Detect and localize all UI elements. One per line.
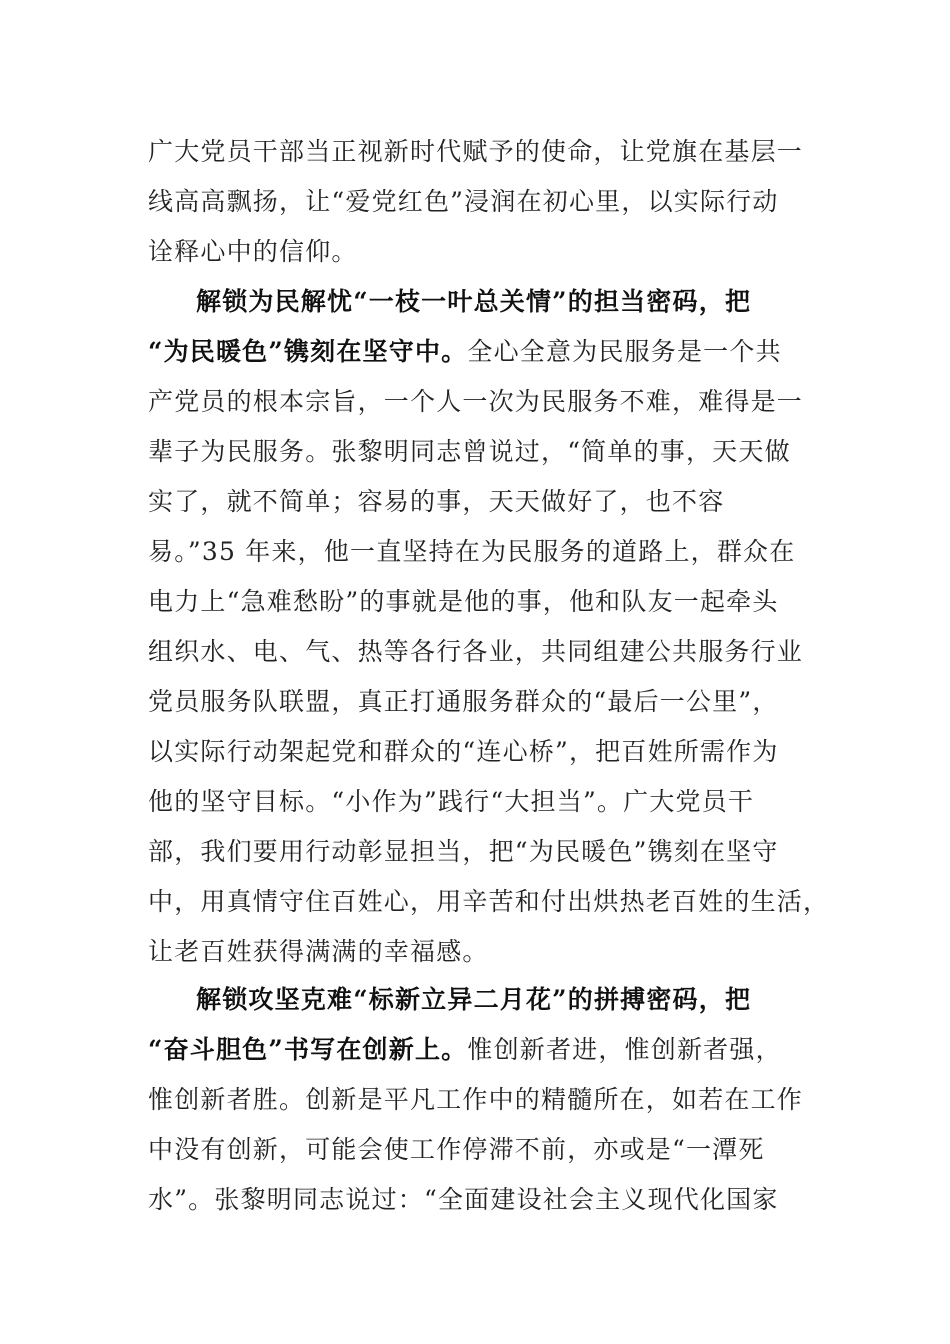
paragraph-3-line-2 (148, 1035, 782, 1065)
paragraph-3-heading-line-1: 解锁攻坚克难“标新立异二月花”的拼搏密码，把 (196, 985, 752, 1014)
paragraph-2-line-12: 部，我们要用行动彰显担当，把“为民暖色”镌刻在坚守 (148, 837, 779, 866)
paragraph-2-heading-line-1: 解锁为民解忧“一枝一叶总关情”的担当密码，把 (196, 287, 752, 316)
paragraph-1-line-3: 诠释心中的信仰。 (148, 237, 358, 266)
paragraph-3-line-5: 水”。张黎明同志说过：“全面建设社会主义现代化国家 (148, 1185, 779, 1214)
paragraph-2-line-9: 党员服务队联盟，真正打通服务群众的“最后一公里”， (148, 687, 779, 716)
paragraph-2-line-2-rest: 全心全意为民服务是一个共 (467, 337, 782, 366)
paragraph-3-line-2-rest: 惟创新者进，惟创新者强， (467, 1035, 782, 1064)
paragraph-2-heading-line-2: “为民暖色”镌刻在坚守中。 (148, 337, 468, 366)
paragraph-2-line-13: 中，用真情守住百姓心，用辛苦和付出烘热老百姓的生活， (148, 887, 830, 916)
paragraph-2-line-8: 组织水、电、气、热等各行各业，共同组建公共服务行业 (148, 637, 804, 666)
paragraph-2-line-6: 易。”35 年来，他一直坚持在为民服务的道路上，群众在 (148, 537, 796, 566)
paragraph-1-line-2: 线高高飘扬，让“爱党红色”浸润在初心里，以实际行动 (148, 187, 779, 216)
paragraph-3-line-3: 惟创新者胜。创新是平凡工作中的精髓所在，如若在工作 (148, 1085, 804, 1114)
paragraph-1-line-1: 广大党员干部当正视新时代赋予的使命，让党旗在基层一 (148, 137, 804, 166)
paragraph-2-line-11: 他的坚守目标。“小作为”践行“大担当”。广大党员干 (148, 787, 755, 816)
paragraph-3-heading-line-2: “奋斗胆色”书写在创新上。 (148, 1035, 468, 1064)
paragraph-2-line-2 (148, 337, 782, 367)
paragraph-3-line-4: 中没有创新，可能会使工作停滞不前，亦或是“一潭死 (148, 1135, 765, 1164)
paragraph-2-line-5: 实了，就不简单；容易的事，天天做好了，也不容 (148, 487, 725, 516)
paragraph-2-line-10: 以实际行动架起党和群众的“连心桥”，把百姓所需作为 (148, 737, 779, 766)
paragraph-2-line-4: 辈子为民服务。张黎明同志曾说过，“简单的事，天天做 (148, 437, 791, 466)
paragraph-2-line-3: 产党员的根本宗旨，一个人一次为民服务不难，难得是一 (148, 387, 804, 416)
paragraph-2-line-14: 让老百姓获得满满的幸福感。 (148, 937, 489, 966)
paragraph-2-line-7: 电力上“急难愁盼”的事就是他的事，他和队友一起牵头 (148, 587, 779, 616)
